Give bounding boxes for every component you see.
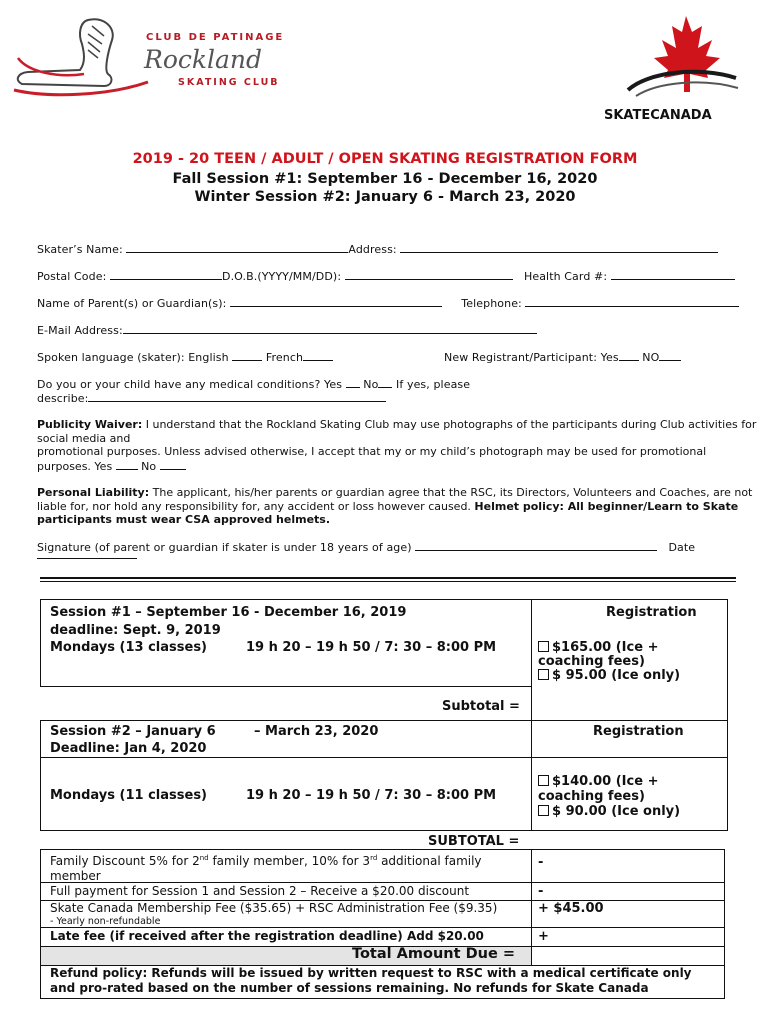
session1-option1-b: coaching fees) (538, 654, 645, 669)
personal-liability (37, 486, 761, 527)
new-registrant-row (444, 350, 681, 364)
postal-code-label: Postal Code: (37, 270, 107, 283)
family-discount-value-cell (531, 849, 725, 883)
publicity-text1: I understand that the Rockland Skating Club may use photographs of the participants during Club activities for social media and (37, 418, 757, 445)
postal-row (37, 269, 735, 283)
skater-name-label: Skater’s Name: (37, 243, 123, 256)
session1-subtotal: Subtotal = (442, 699, 520, 714)
membership-note: - Yearly non-refundable (50, 916, 161, 927)
late-fee-value-cell (531, 927, 725, 947)
medical-label: Do you or your child have any medical conditions? Yes (37, 378, 343, 391)
session2-option2: $ 90.00 (Ice only) (552, 804, 681, 819)
email-field[interactable] (123, 323, 537, 334)
full-payment-value-cell (531, 882, 725, 901)
session2-option1-b: coaching fees) (538, 789, 645, 804)
club-logo-line3: SKATING CLUB (178, 77, 280, 88)
total-amount-label: Total Amount Due = (352, 946, 515, 962)
club-logo (8, 12, 298, 97)
session2-title-a: Session #2 – January 6 (50, 724, 216, 739)
publicity-waiver (37, 418, 761, 473)
dob-label: D.O.B.(YYYY/MM/DD): (222, 270, 342, 283)
session1-option1-checkbox[interactable] (538, 641, 549, 652)
club-logo-line1: CLUB DE PATINAGE (146, 32, 285, 43)
parent-row (37, 296, 739, 310)
french-label: French (265, 351, 304, 364)
skater-name-field[interactable] (126, 242, 348, 253)
session2-option1-checkbox[interactable] (538, 775, 549, 786)
session2-days: Mondays (11 classes) (50, 788, 208, 803)
family-discount-b: family member, 10% for 3 (208, 854, 371, 868)
skate-canada-logo (598, 12, 743, 124)
publicity-no-field[interactable] (160, 459, 186, 470)
publicity-no-label: No (141, 459, 157, 473)
address-field[interactable] (400, 242, 718, 253)
family-discount-a: Family Discount 5% for 2 (50, 854, 200, 868)
liability-text: The applicant, his/her parents or guardian agree that the RSC, its Directors, Volunteers and Coaches, are not liable for, nor hold any responsibility for, any accident or loss however caused. (37, 486, 753, 513)
language-row (37, 350, 333, 364)
family-discount-rd: rd (370, 854, 378, 862)
full-payment-text: Full payment for Session 1 and Session 2 – Receive a $20.00 discount (50, 884, 470, 898)
parent-label: Name of Parent(s) or Guardian(s): (37, 297, 227, 310)
session1-registration-header: Registration (606, 605, 697, 620)
address-label: Address: (348, 243, 397, 256)
session2-options (538, 774, 680, 819)
describe-label: describe: (37, 392, 89, 405)
medical-row (37, 377, 470, 391)
publicity-text2: promotional purposes. Unless advised otherwise, I accept that my or my child’s photograph may be used for promotional purposes. Yes (37, 445, 707, 473)
family-discount-text (50, 851, 482, 884)
email-row (37, 323, 537, 337)
medical-yes-field[interactable] (346, 377, 360, 388)
new-registrant-no-label: NO (642, 351, 660, 364)
french-field[interactable] (303, 350, 333, 361)
refund-policy: Refund policy: Refunds will be issued by written request to RSC with a medical certificate only and pro-rated based on the number of sessions remaining. No refunds for Skate Canada (50, 966, 692, 995)
full-payment-value: - (538, 884, 544, 899)
signature-field[interactable] (415, 540, 657, 551)
session2-subtotal: SUBTOTAL = (428, 834, 520, 849)
liability-label: Personal Liability: (37, 486, 150, 499)
form-title: 2019 - 20 TEEN / ADULT / OPEN SKATING REGISTRATION FORM (132, 151, 638, 167)
family-discount-c: additional family (377, 854, 482, 868)
dob-field[interactable] (345, 269, 513, 280)
session1-option2: $ 95.00 (Ice only) (552, 668, 681, 683)
describe-field[interactable] (88, 391, 386, 402)
winter-session-heading: Winter Session #2: January 6 - March 23, 2020 (194, 189, 576, 205)
family-discount-value: - (538, 855, 544, 870)
session1-days: Mondays (13 classes) (50, 640, 208, 655)
parent-field[interactable] (230, 296, 442, 307)
membership-value: + $45.00 (538, 901, 604, 916)
session2-deadline: Deadline: Jan 4, 2020 (50, 741, 207, 756)
membership-text: Skate Canada Membership Fee ($35.65) + RSC Administration Fee ($9.35) (50, 901, 498, 915)
session1-options (538, 641, 680, 683)
club-logo-line2: Rockland (144, 45, 263, 74)
fall-session-heading: Fall Session #1: September 16 - December 16, 2020 (172, 171, 598, 187)
signature-row (37, 540, 695, 554)
session2-option2-checkbox[interactable] (538, 805, 549, 816)
describe-row (37, 391, 386, 405)
helmet-policy: Helmet policy: All beginner/Learn to Skate participants must wear CSA approved helmets. (37, 499, 739, 526)
language-label: Spoken language (skater): English (37, 351, 229, 364)
date-label: Date (668, 541, 696, 554)
medical-no-label: No (363, 378, 379, 391)
new-registrant-no-field[interactable] (659, 350, 681, 361)
english-field[interactable] (232, 350, 262, 361)
postal-code-field[interactable] (110, 269, 222, 280)
late-fee-text: Late fee (if received after the registration deadline) Add $20.00 (50, 929, 484, 943)
signature-label: Signature (of parent or guardian if skater is under 18 years of age) (37, 541, 412, 554)
session2-registration-header: Registration (593, 724, 684, 739)
family-discount-nd: nd (199, 854, 209, 862)
session1-deadline: deadline: Sept. 9, 2019 (50, 623, 221, 638)
session1-time: 19 h 20 – 19 h 50 / 7: 30 – 8:00 PM (246, 640, 497, 655)
skate-canada-wordmark: SKATECANADA (604, 108, 712, 123)
session2-option1: $140.00 (Ice + (552, 774, 659, 789)
health-card-label: Health Card #: (523, 270, 608, 283)
health-card-field[interactable] (611, 269, 735, 280)
date-field[interactable] (37, 558, 137, 559)
session2-title-b: – March 23, 2020 (254, 724, 379, 739)
session1-option2-checkbox[interactable] (538, 669, 549, 680)
telephone-field[interactable] (525, 296, 739, 307)
telephone-label: Telephone: (461, 297, 522, 310)
late-fee-value: + (538, 929, 549, 944)
medical-no-field[interactable] (378, 377, 392, 388)
new-registrant-yes-field[interactable] (619, 350, 639, 361)
family-discount-d: member (50, 869, 101, 883)
session1-title: Session #1 – September 16 - December 16, 2019 (50, 605, 407, 620)
divider-bottom (40, 581, 736, 582)
publicity-yes-field[interactable] (116, 459, 138, 470)
total-value-cell[interactable] (531, 946, 725, 966)
new-registrant-label: New Registrant/Participant: Yes (444, 351, 619, 364)
divider-top (40, 577, 736, 579)
session1-option1: $165.00 (Ice + (552, 640, 659, 655)
skater-name-row (37, 242, 718, 256)
session2-time: 19 h 20 – 19 h 50 / 7: 30 – 8:00 PM (246, 788, 497, 803)
publicity-label: Publicity Waiver: (37, 418, 143, 431)
if-yes-label: If yes, please (396, 378, 471, 391)
email-label: E-Mail Address: (37, 324, 123, 337)
